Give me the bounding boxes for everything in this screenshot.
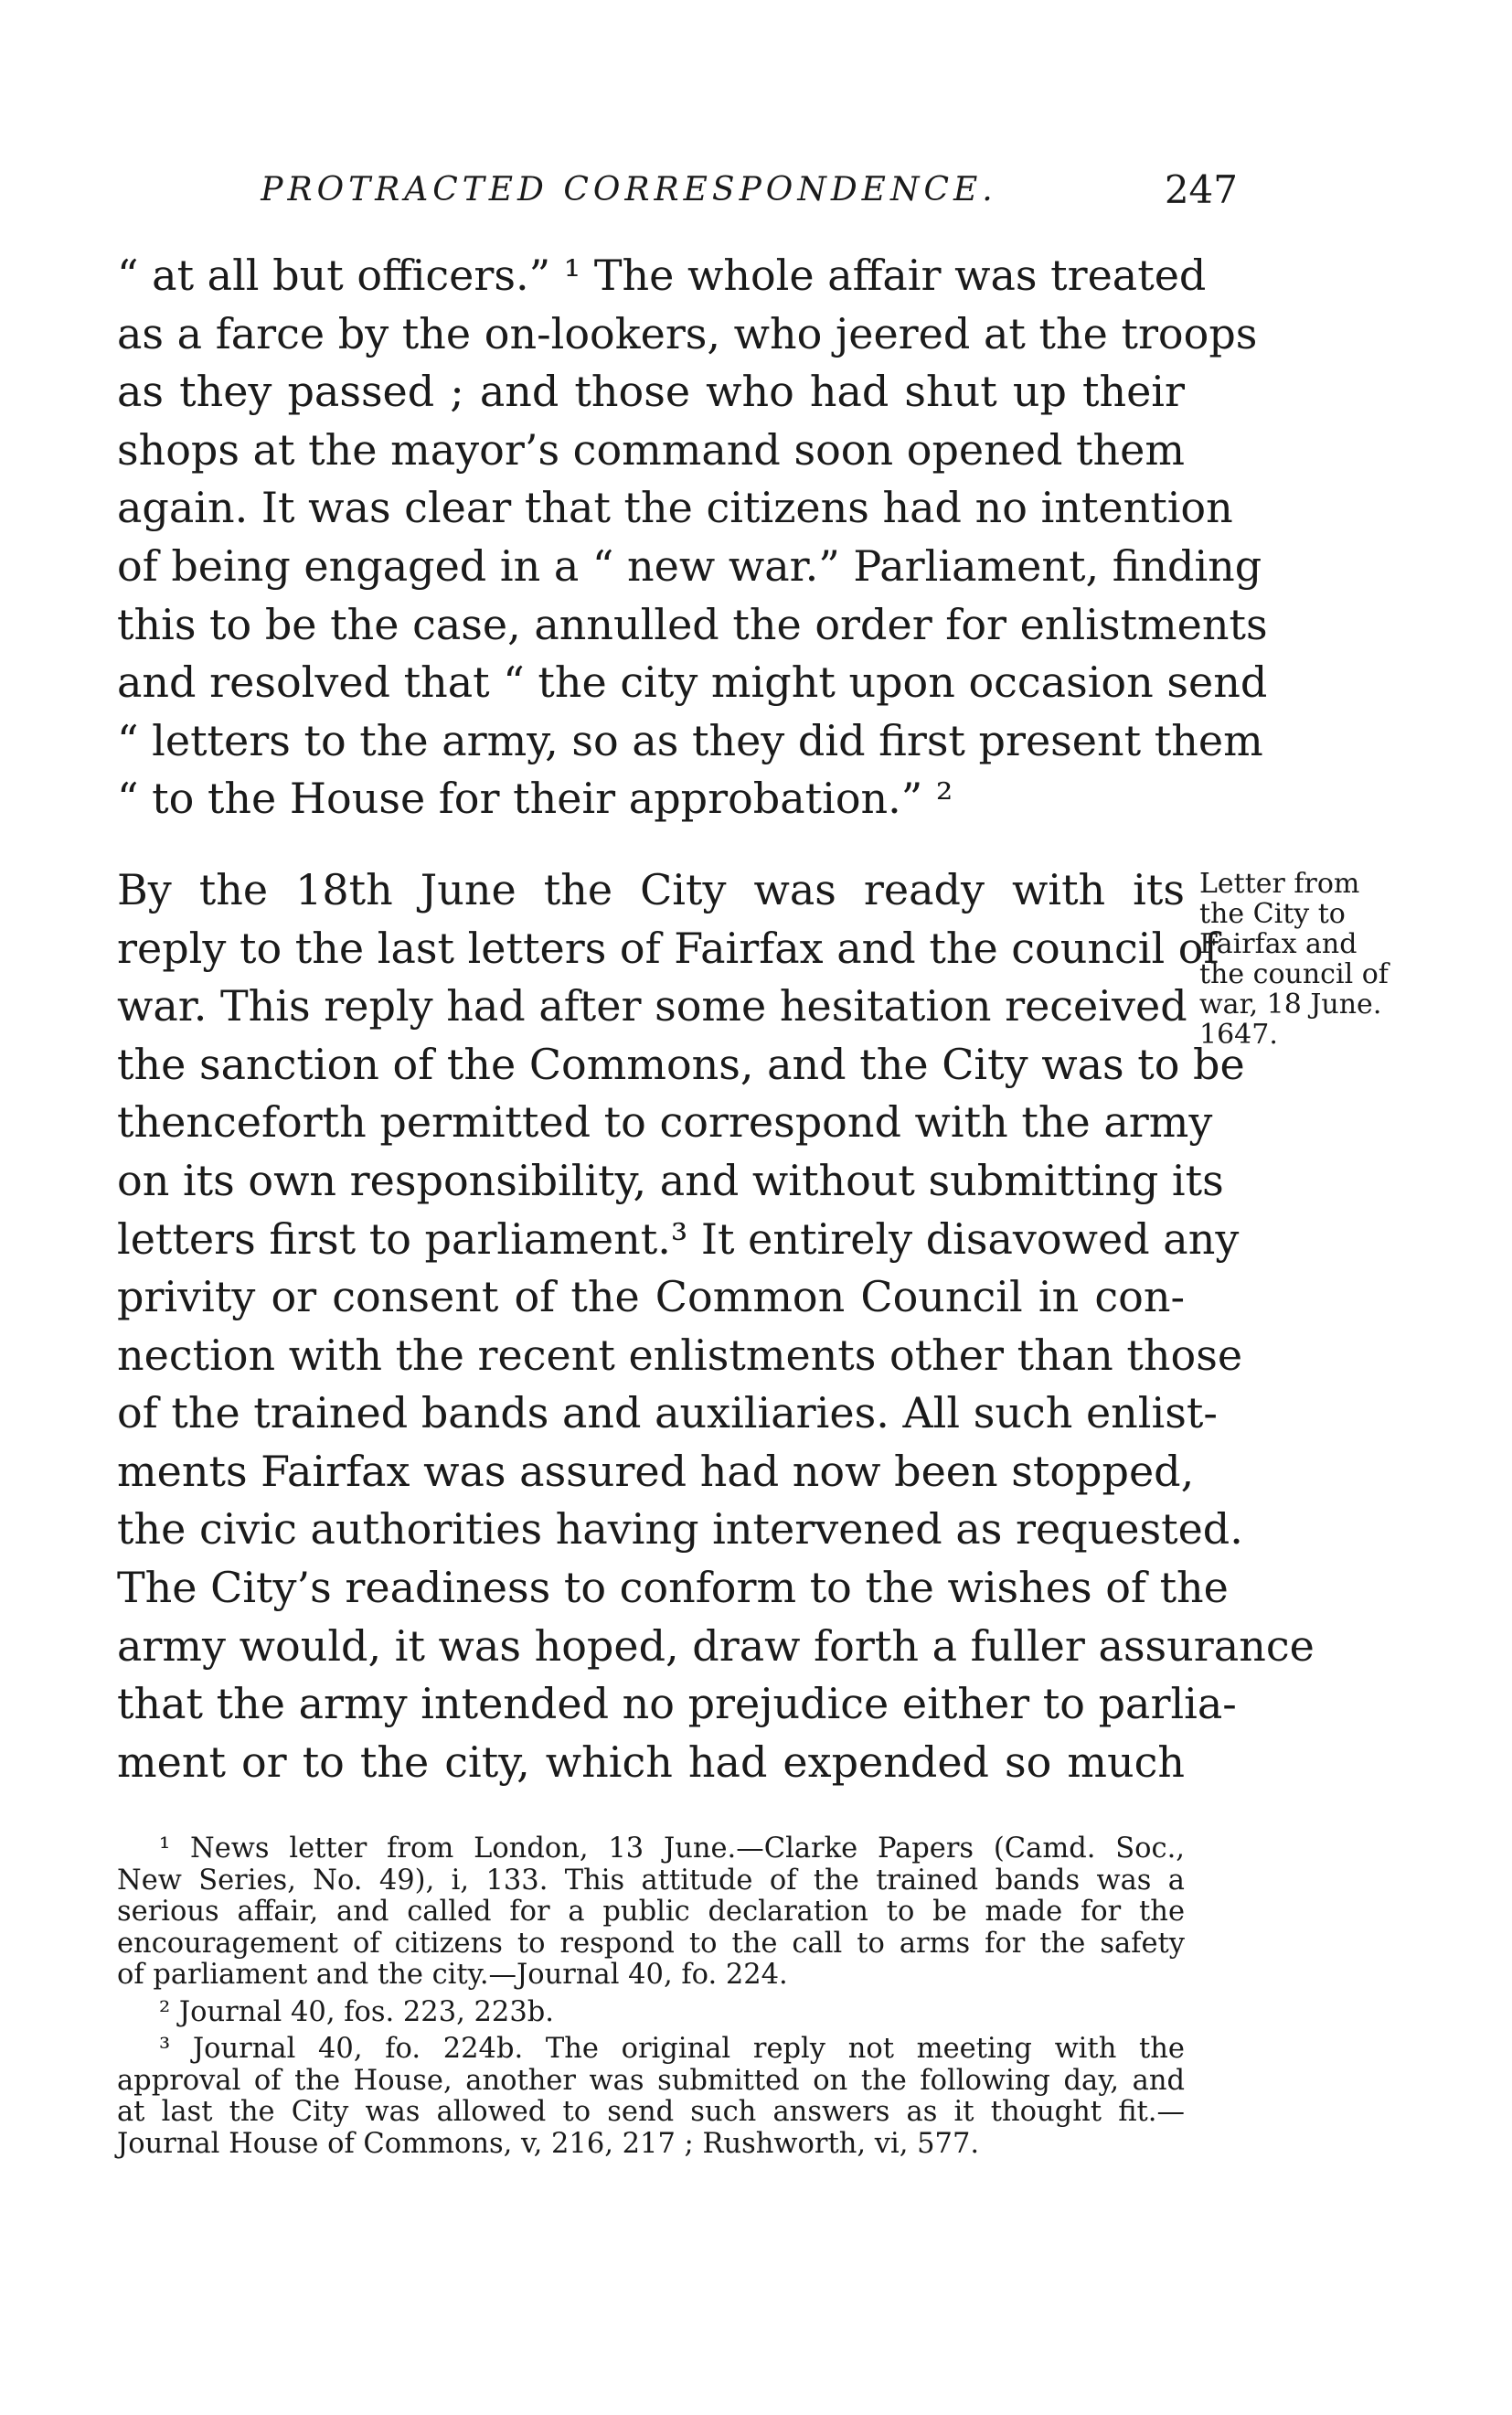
text-line: “ at all but officers.” ¹ The whole affair was treated [117,251,1207,300]
text-line: as a farce by the on-lookers, who jeered at the troops [117,308,1258,358]
text-line: ment or to the city, which had expended so much [117,1736,1185,1787]
footnote-1 [117,1833,1185,1992]
text-line: of being engaged in a “ new war.” Parliament, finding [117,540,1262,591]
marginal-note [1199,869,1437,1050]
text-line: this to be the case, annulled the order for enlistments [117,599,1268,649]
footnote-line: serious affair, and called for a public declaration to be made for the [117,1896,1185,1928]
marginal-note-line: the City to [1199,898,1346,930]
text-line: shops at the mayor’s command soon opened them [117,424,1185,475]
footnote-line: at last the City was allowed to send such answers as it thought fit.— [117,2096,1185,2128]
text-line: By the 18th June the City was ready with its [117,864,1185,914]
footnote-line: approval of the House, another was submitted on the following day, and [117,2064,1185,2097]
text-line: privity or consent of the Common Council in con- [117,1272,1185,1322]
footnote-3 [117,2034,1185,2160]
text-line: of the trained bands and auxiliaries. All such enlist- [117,1388,1218,1438]
marginal-note-line: 1647. [1199,1019,1278,1051]
text-line: letters first to parliament.³ It entirely disavowed any [117,1213,1240,1264]
footnote-line: ³ Journal 40, fo. 224b. The original reply not meeting with the [159,2033,1185,2065]
text-line: The City’s readiness to conform to the wishes of the [117,1563,1229,1613]
marginal-note-line: Fairfax and [1199,928,1358,960]
text-line: again. It was clear that the citizens had no intention [117,483,1233,533]
text-line: “ to the House for their approbation.” ² [117,774,953,824]
footnote-2 [117,1997,1185,2029]
footnotes [117,1833,1185,2160]
paragraph [117,247,1268,828]
marginal-note-line: Letter from [1199,868,1360,900]
text-line: war. This reply had after some hesitation received [117,981,1187,1031]
page-header [117,163,1238,218]
text-line: reply to the last letters of Fairfax and the council of [117,923,1219,973]
marginal-note-line: war, 18 June. [1199,988,1382,1020]
text-line: as they passed ; and those who had shut up their [117,367,1185,417]
text-line: that the army intended no prejudice either to parlia- [117,1679,1237,1729]
footnote-line: ¹ News letter from London, 13 June.—Clarke Papers (Camd. Soc., [159,1833,1185,1865]
footnote-line: encouragement of citizens to respond to the call to arms for the safety [117,1927,1185,1960]
text-line: and resolved that “ the city might upon occasion send [117,657,1268,708]
footnote-line: New Series, No. 49), i, 133. This attitude of the trained bands was a [117,1864,1185,1897]
text-line: the civic authorities having intervened as requested. [117,1504,1243,1555]
text-line: nection with the recent enlistments other than those [117,1330,1243,1380]
running-title: PROTRACTED CORRESPONDENCE. [261,171,997,208]
footnote-line: Journal House of Commons, v, 216, 217 ; Rushworth, vi, 577. [117,2127,980,2160]
text-line: thenceforth permitted to correspond with the army [117,1097,1213,1148]
text-line: “ letters to the army, so as they did first present them [117,715,1263,765]
text-line: the sanction of the Commons, and the City was to be [117,1039,1245,1089]
text-line: ments Fairfax was assured had now been stopped, [117,1446,1195,1496]
footnote-line: of parliament and the city.—Journal 40, fo. 224. [117,1959,788,1991]
page-number: 247 [1164,167,1238,212]
marginal-note-line: the council of [1199,958,1389,990]
footnote-line: ² Journal 40, fos. 223, 223b. [159,1995,554,2028]
text-line: on its own responsibility, and without submitting its [117,1155,1224,1205]
text-line: army would, it was hoped, draw forth a fuller assurance [117,1620,1315,1671]
